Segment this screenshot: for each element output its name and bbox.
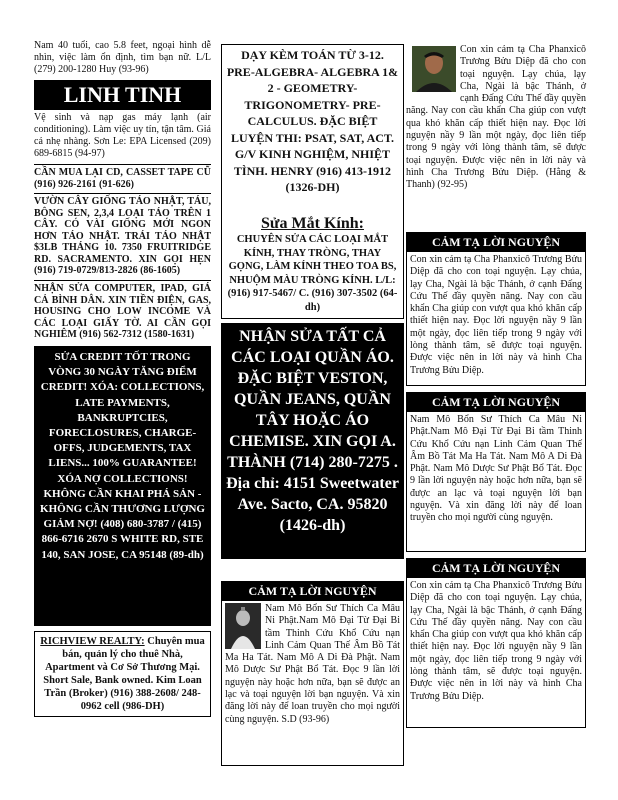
glasses-ad-title: Sửa Mắt Kính: <box>261 215 364 232</box>
tailor-ad: NHẬN SỬA TẤT CẢ CÁC LOẠI QUẦN ÁO. ĐẶC BIỆT VESTON, QUẦN JEANS, QUẦN TÂY HOẶC ÁO CHEMISE. XIN GỌI A. THÀNH (714) 280-7275 . Địa chỉ: 4151 Sweetwater Ave. Sacto, CA. 95820 (1426-dh) <box>221 323 404 559</box>
prayer-box-1 <box>406 232 586 386</box>
prayer-box-middle <box>221 581 404 766</box>
prayer-box-3 <box>406 558 586 728</box>
prayer-text-content: Nam Mô Bổn Sư Thích Ca Mâu Ni Phật.Nam Mô Đại Từ Đại Bi tầm Thinh Cứu Khổ Cứu nạn Linh Cảm Quan Thế Âm Bồ Tát Ma Ha Tát. Nam Mô A Di Đà Phật. Nam Mô Dược Sư Phật Bổ Tát. Đọc 9 lần lời nguyện này hoặc hơn nữa, bạn sẽ được an lạc và toại nguyện lời bạn nguyện. Và xin đăng lời này để loan truyền cho mọi người cùng nguyện. S.D (93-96) <box>225 603 400 725</box>
tutoring-ad-box <box>221 44 404 319</box>
prayer-text: Nam Mô Bổn Sư Thích Ca Mâu Ni Phật.Nam Mô Đại Từ Đại Bi tầm Thinh Cứu Khổ Cứu nạn Linh Cảm Quan Thế Âm Bồ Tát Ma Ha Tát. Nam Mô A Di Đà Phật. Nam Mô Dược Sư Phật Bổ Tát. Đọc 9 lần lời nguyện này hoặc hơn nữa, bạn sẽ được an lạc và toại nguyện lời bạn nguyện. Và xin đăng lời này để loan truyền cho mọi người cùng nguyện. <box>410 414 582 524</box>
prayer-text: Con xin cảm tạ Cha Phanxicô Trương Bửu Diệp đã cho con toại nguyện. Lạy chúa, lạy Cha, Ngài là bậc Thánh, ở cạnh Đấng Cứu Thế đầy quyền năng. Nay con cầu khẩn Cha giúp con vượt qua khó khăn cấp thiết hiện nay. Đọc lời nguyện nầy 9 lần một ngày, đọc liên tiếp trong 9 ngày với lòng thành tâm, sẽ được toại nguyện. Được việc nên in lời này và hình Cha Trương Bửu Diệp. <box>410 254 582 376</box>
classified-ad-computer-repair: NHẬN SỬA COMPUTER, IPAD, GIÁ CẢ BÌNH DÂN. XIN TIỀN ĐIỆN, GAS, HOUSING CHO LOW INCOME VÀ CÁC LOẠI GIẤY TỜ. AI CẦN GỌI NGHIÊM (916) 562-7312 (1580-1631) <box>34 283 211 340</box>
prayer-thanks-saint <box>406 44 586 228</box>
prayer-header: CẢM TẠ LỜI NGUYỆN <box>407 559 585 578</box>
classified-ad-cd-tape: CẦN MUA LẠI CD, CASSET TAPE CŨ (916) 926-2161 (91-626) <box>34 167 211 190</box>
prayer-text: Con xin cảm tạ Cha Phanxicô Trương Bửu Diệp đã cho con toại nguyện. Lạy chúa, lạy Cha, Ngài là bậc Thánh, ở cạnh Đấng Cứu Thế đầy quyền năng. Nay con cầu khẩn Cha giúp con vượt qua khó khăn cấp thiết hiện nay. Đọc lời nguyện nầy 9 lần một ngày, đọc liên tiếp trong 9 ngày với lòng thành tâm, sẽ được toại nguyện. Được việc nên in lời này và hình Cha Trương Bửu Diệp. <box>410 580 582 702</box>
classified-ad-realty <box>34 631 211 717</box>
buddha-image <box>225 603 261 649</box>
divider <box>34 280 211 281</box>
priest-portrait-image <box>412 46 456 92</box>
column-left <box>34 40 211 717</box>
classified-ad-personal: Nam 40 tuổi, cao 5.8 feet, ngoại hình dễ nhìn, việc làm ổn định, tìm bạn nữ. L/L (279) 200-1280 Huy (93-96) <box>34 40 211 75</box>
divider <box>34 164 211 165</box>
prayer-thanks-saint-text: Con xin cảm tạ Cha Phanxicô Trương Bửu Diệp đã cho con toại nguyện. Lạy chúa, lạy Cha, Ngài là bậc Thánh, ở cạnh Đấng Cứu Thế đầy quyền năng. Nay con cầu khẩn Cha giúp con vượt qua khó khăn cấp thiết hiện nay. Đọc lời nguyện nầy 9 lần một ngày, đọc liên tiếp trong 9 ngày với lòng thành tâm, sẽ được toại nguyện. Được việc nên in lời này và hình Cha Trương Bửu Diệp. (Hằng & Thanh) (92-95) <box>406 44 586 191</box>
glasses-ad-text: CHUYÊN SỬA CÁC LOẠI MẮT KÍNH, THAY TRÒNG, THAY GỌNG, LÀM KÍNH THEO TOA BS, NHUỘM MÀU TRÒNG KÍNH. L/L: (916) 917-5467/ C. (916) 307-3502 (64-dh) <box>227 234 398 313</box>
column-right <box>406 44 586 728</box>
tutoring-ad: DẠY KÈM TOÁN TỪ 3-12. PRE-ALGEBRA- ALGEBRA 1& 2 - GEOMETRY- TRIGONOMETRY- PRE-CALCULUS. ĐẶC BIỆT LUYỆN THI: PSAT, SAT, ACT. G/V KINH NGHIỆM, NHIỆT TÌNH. HENRY (916) 413-1912 (1326-DH) <box>226 48 399 194</box>
prayer-box-2 <box>406 392 586 552</box>
realty-text: Chuyên mua bán, quản lý cho thuê Nhà, Apartment và Cơ Sở Thương Mại. Short Sale, Bank owned. Kim Loan Trần (Broker) (916) 388-2608/ 248-0962 cell (986-DH) <box>43 636 205 712</box>
realty-name: RICHVIEW REALTY: <box>40 636 145 647</box>
classified-ad-credit-repair: SỬA CREDIT TỐT TRONG VÒNG 30 NGÀY TĂNG ĐIỂM CREDIT! XÓA: COLLECTIONS, LATE PAYMENTS, BANKRUPTCIES, FORECLOSURES, CHARGE-OFFS, JUDGEMENTS, TAX LIENS... 100% GUARANTEE! XÓA NỢ COLLECTIONS! KHÔNG CẦN KHAI PHÁ SẢN - KHÔNG CẦN THƯƠNG LƯỢNG GIẢM NỢ! (408) 680-3787 / (415) 866-6716 2670 S WHITE RD, STE 140, SAN JOSE, CA 95148 (89-dh) <box>34 346 211 626</box>
prayer-header: CẢM TẠ LỜI NGUYỆN <box>222 582 403 601</box>
divider <box>34 193 211 194</box>
classified-ad-apple-nursery: VƯỜN CÂY GIỐNG TÁO NHẬT, TÁU, BÔNG SEN, 2,3,4 LOẠI TÁO TRÊN 1 CÂY. CÓ VÀI GIỐNG MỚI NGON HƠN TÁO NHẬT. TRÁI TÁO NHẬT $3LB THÁNG 10. 7350 FRUITRIDGE RD. SACRAMENTO. XIN GỌI HẸN (916) 719-0729/813-2826 (86-1605) <box>34 196 211 276</box>
prayer-header: CẢM TẠ LỜI NGUYỆN <box>407 393 585 412</box>
prayer-header: CẢM TẠ LỜI NGUYỆN <box>407 233 585 252</box>
section-heading-linh-tinh: LINH TINH <box>34 80 211 110</box>
prayer-text <box>222 601 403 728</box>
classified-ad-air-conditioning: Vệ sinh và nạp gas máy lạnh (air conditioning). Làm việc uy tín, tận tâm. Giá cả nhẹ nhàng. Sơn Le: EPA Licensed (209) 689-6815 (94-97) <box>34 112 211 159</box>
column-middle <box>221 44 404 766</box>
